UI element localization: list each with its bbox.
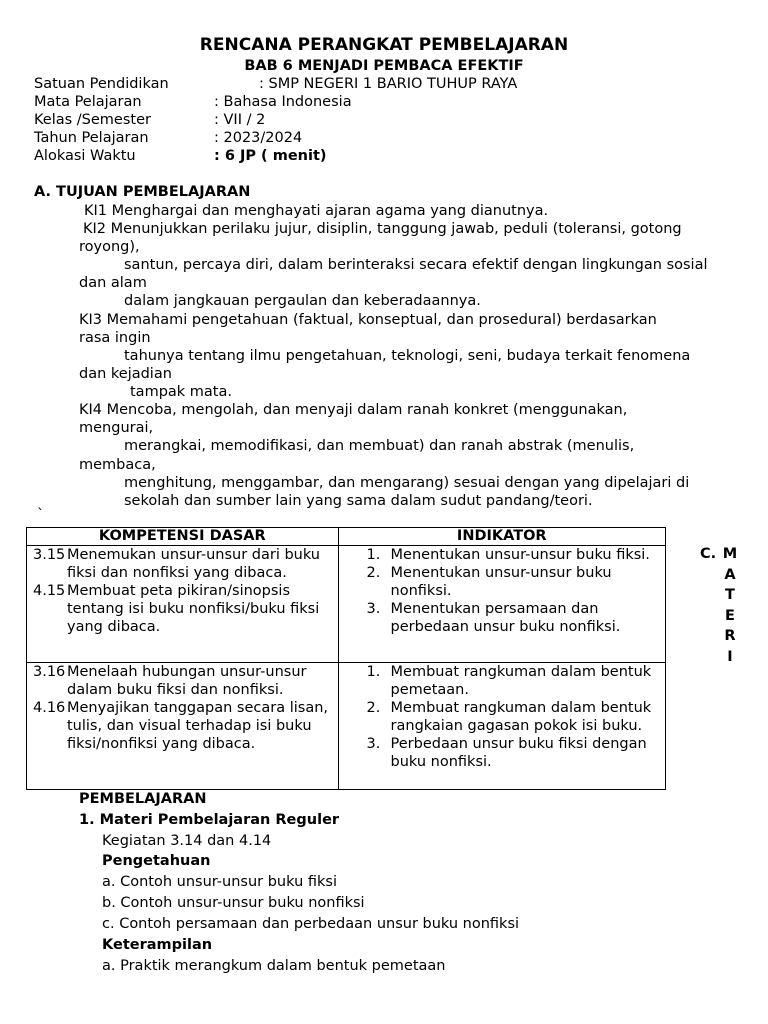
identity-label-mapel: Mata Pelajaran — [34, 94, 142, 110]
materi-prefix: C. — [700, 546, 717, 562]
kd-item — [33, 699, 338, 753]
pengetahuan-label: Pengetahuan — [102, 853, 211, 869]
keterampilan-item: a. Praktik merangkum dalam bentuk pemetaan — [102, 958, 446, 974]
kegiatan-text: Kegiatan 3.14 dan 4.14 — [102, 833, 272, 849]
materi-letter: M — [722, 546, 738, 562]
tujuan-line: rasa ingin — [79, 330, 151, 346]
indikator-number: 2. — [366, 565, 381, 581]
indikator-text: Menentukan unsur-unsur buku fiksi. — [390, 547, 650, 563]
kd-cell — [27, 663, 339, 790]
identity-label-kelas: Kelas /Semester — [34, 112, 151, 128]
tujuan-line: KI2 Menunjukkan perilaku jujur, disiplin, tanggung jawab, peduli (toleransi, gotong — [83, 221, 682, 237]
indikator-item — [345, 564, 665, 600]
indikator-cell — [338, 663, 665, 790]
indikator-text: Membuat rangkuman dalam bentuk pemetaan. — [390, 664, 652, 698]
indikator-item — [345, 600, 665, 636]
kompetensi-table — [26, 527, 666, 790]
kd-text: Menyajikan tanggapan secara lisan, tulis, dan visual terhadap isi buku fiksi/nonfiksi yang dibaca. — [67, 700, 328, 752]
table-header-row — [27, 528, 666, 546]
kd-item — [33, 546, 338, 582]
tujuan-line: dan alam — [79, 275, 147, 291]
kd-number: 4.15 — [33, 583, 66, 599]
indikator-number: 1. — [366, 547, 381, 563]
kd-text: Membuat peta pikiran/sinopsis tentang isi buku nonfiksi/buku fiksi yang dibaca. — [67, 583, 320, 635]
indikator-cell — [338, 546, 665, 663]
table-row — [27, 546, 666, 663]
tujuan-line: membaca, — [79, 457, 156, 473]
tujuan-line: mengurai, — [79, 420, 154, 436]
indikator-number: 1. — [366, 664, 381, 680]
identity-value-kelas: : VII / 2 — [214, 112, 266, 128]
document-title: RENCANA PERANGKAT PEMBELAJARAN — [199, 35, 569, 55]
tujuan-line: dalam jangkauan pergaulan dan keberadaannya. — [124, 293, 481, 309]
kd-number: 3.16 — [33, 664, 66, 680]
kd-cell — [27, 546, 339, 663]
tujuan-line: sekolah dan sumber lain yang sama dalam sudut pandang/teori. — [124, 493, 593, 509]
materi-letter: I — [727, 648, 733, 665]
indikator-text: Menentukan persamaan dan perbedaan unsur buku nonfiksi. — [390, 601, 621, 635]
document-subtitle: BAB 6 MENJADI PEMBACA EFEKTIF — [244, 58, 524, 74]
materi-letter: R — [724, 628, 736, 644]
identity-label-satuan: Satuan Pendidikan — [34, 76, 169, 92]
indikator-item — [345, 735, 665, 771]
tujuan-line: santun, percaya diri, dalam berinteraksi secara efektif dengan lingkungan sosial — [124, 257, 708, 273]
tujuan-line: tahunya tentang ilmu pengetahuan, teknologi, seni, budaya terkait fenomena — [124, 348, 691, 364]
indikator-number: 3. — [366, 601, 381, 617]
indikator-item — [345, 546, 665, 564]
pengetahuan-item: b. Contoh unsur-unsur buku nonfiksi — [102, 895, 365, 911]
pengetahuan-item: a. Contoh unsur-unsur buku fiksi — [102, 874, 337, 890]
indikator-number: 3. — [366, 736, 381, 752]
pengetahuan-item: c. Contoh persamaan dan perbedaan unsur buku nonfiksi — [102, 916, 520, 932]
indikator-text: Perbedaan unsur buku fiksi dengan buku nonfiksi. — [390, 736, 647, 770]
tujuan-line: royong), — [79, 239, 140, 255]
identity-value-mapel: : Bahasa Indonesia — [214, 94, 352, 110]
tujuan-line: KI1 Menghargai dan menghayati ajaran agama yang dianutnya. — [84, 203, 549, 219]
kd-number: 3.15 — [33, 547, 66, 563]
tujuan-heading: A. TUJUAN PEMBELAJARAN — [34, 184, 251, 200]
materi-letter: A — [724, 566, 736, 583]
kd-item — [33, 582, 338, 636]
tujuan-line: KI3 Memahami pengetahuan (faktual, konseptual, dan prosedural) berdasarkan — [79, 312, 657, 328]
tujuan-line: merangkai, memodifikasi, dan membuat) dan ranah abstrak (menulis, — [124, 438, 635, 454]
identity-value-tahun: : 2023/2024 — [214, 130, 303, 146]
keterampilan-label: Keterampilan — [102, 937, 213, 953]
column-header-indikator: INDIKATOR — [338, 528, 665, 546]
kd-text: Menelaah hubungan unsur-unsur dalam buku fiksi dan nonfiksi. — [67, 664, 307, 698]
indikator-item — [345, 663, 665, 699]
materi-letter: E — [725, 607, 735, 624]
materi-subheading: 1. Materi Pembelajaran Reguler — [79, 812, 340, 828]
indikator-text: Menentukan unsur-unsur buku nonfiksi. — [390, 565, 612, 599]
identity-value-alokasi: : 6 JP ( menit) — [214, 148, 327, 164]
kd-item — [33, 663, 338, 699]
materi-vertical-heading — [722, 544, 738, 667]
indikator-item — [345, 699, 665, 735]
indikator-number: 2. — [366, 700, 381, 716]
materi-heading-rest: PEMBELAJARAN — [79, 791, 207, 807]
identity-label-tahun: Tahun Pelajaran — [34, 130, 149, 146]
tujuan-line: menghitung, menggambar, dan mengarang) sesuai dengan yang dipelajari di — [124, 475, 690, 491]
stray-mark: ` — [37, 507, 45, 523]
identity-label-alokasi: Alokasi Waktu — [34, 148, 136, 164]
kd-number: 4.16 — [33, 700, 66, 716]
materi-letter: T — [725, 587, 735, 603]
table-row — [27, 663, 666, 790]
kd-text: Menemukan unsur-unsur dari buku fiksi dan nonfiksi yang dibaca. — [67, 547, 320, 581]
column-header-kd: KOMPETENSI DASAR — [27, 528, 339, 546]
tujuan-line: tampak mata. — [130, 384, 232, 400]
tujuan-line: dan kejadian — [79, 366, 172, 382]
tujuan-line: KI4 Mencoba, mengolah, dan menyaji dalam ranah konkret (menggunakan, — [79, 402, 628, 418]
identity-value-satuan: : SMP NEGERI 1 BARIO TUHUP RAYA — [259, 76, 518, 92]
indikator-text: Membuat rangkuman dalam bentuk rangkaian gagasan pokok isi buku. — [390, 700, 652, 734]
